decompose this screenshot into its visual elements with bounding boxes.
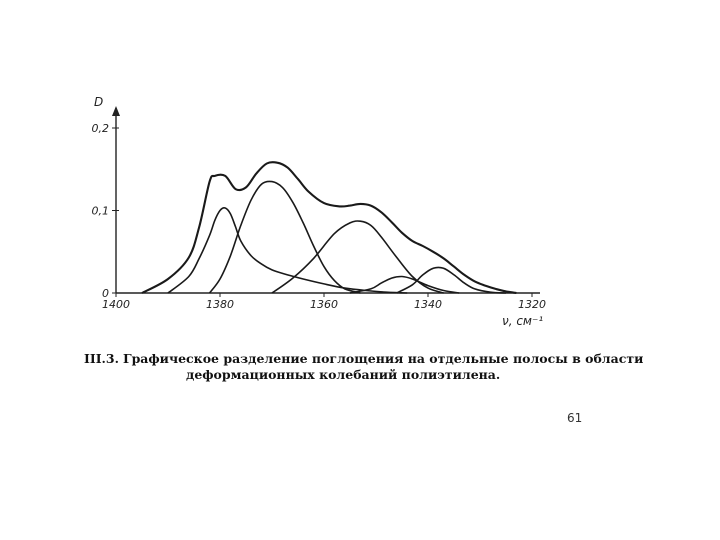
y-tick-label: 0,2 bbox=[91, 122, 109, 135]
y-axis-label: D bbox=[94, 95, 104, 109]
figure-number: III.3. bbox=[84, 351, 119, 366]
chart-curves bbox=[142, 162, 516, 293]
component-band-5 bbox=[397, 267, 506, 293]
component-band-2 bbox=[210, 181, 361, 293]
caption-line-2: деформационных колебаний полиэтилена. bbox=[186, 367, 501, 382]
x-tick-label: 1400 bbox=[102, 298, 130, 311]
component-band-3 bbox=[272, 221, 444, 293]
figure-caption bbox=[84, 351, 644, 383]
component-band-4 bbox=[350, 276, 459, 293]
x-axis-label: ν, см⁻¹ bbox=[502, 314, 544, 328]
x-tick-label: 1380 bbox=[206, 298, 234, 311]
caption-text-1: Графическое разделение поглощения на отдельные полосы в области bbox=[122, 351, 644, 366]
caption-line-1 bbox=[84, 351, 644, 367]
y-tick-label: 0,1 bbox=[91, 204, 109, 218]
x-tick-label: 1340 bbox=[414, 298, 442, 311]
x-tick-label: 1320 bbox=[518, 298, 546, 311]
y-axis-arrow bbox=[112, 106, 120, 116]
component-band-1 bbox=[168, 208, 407, 293]
y-tick-label: 0 bbox=[102, 287, 109, 300]
page-number: 61 bbox=[567, 411, 583, 425]
x-tick-label: 1360 bbox=[310, 298, 338, 311]
